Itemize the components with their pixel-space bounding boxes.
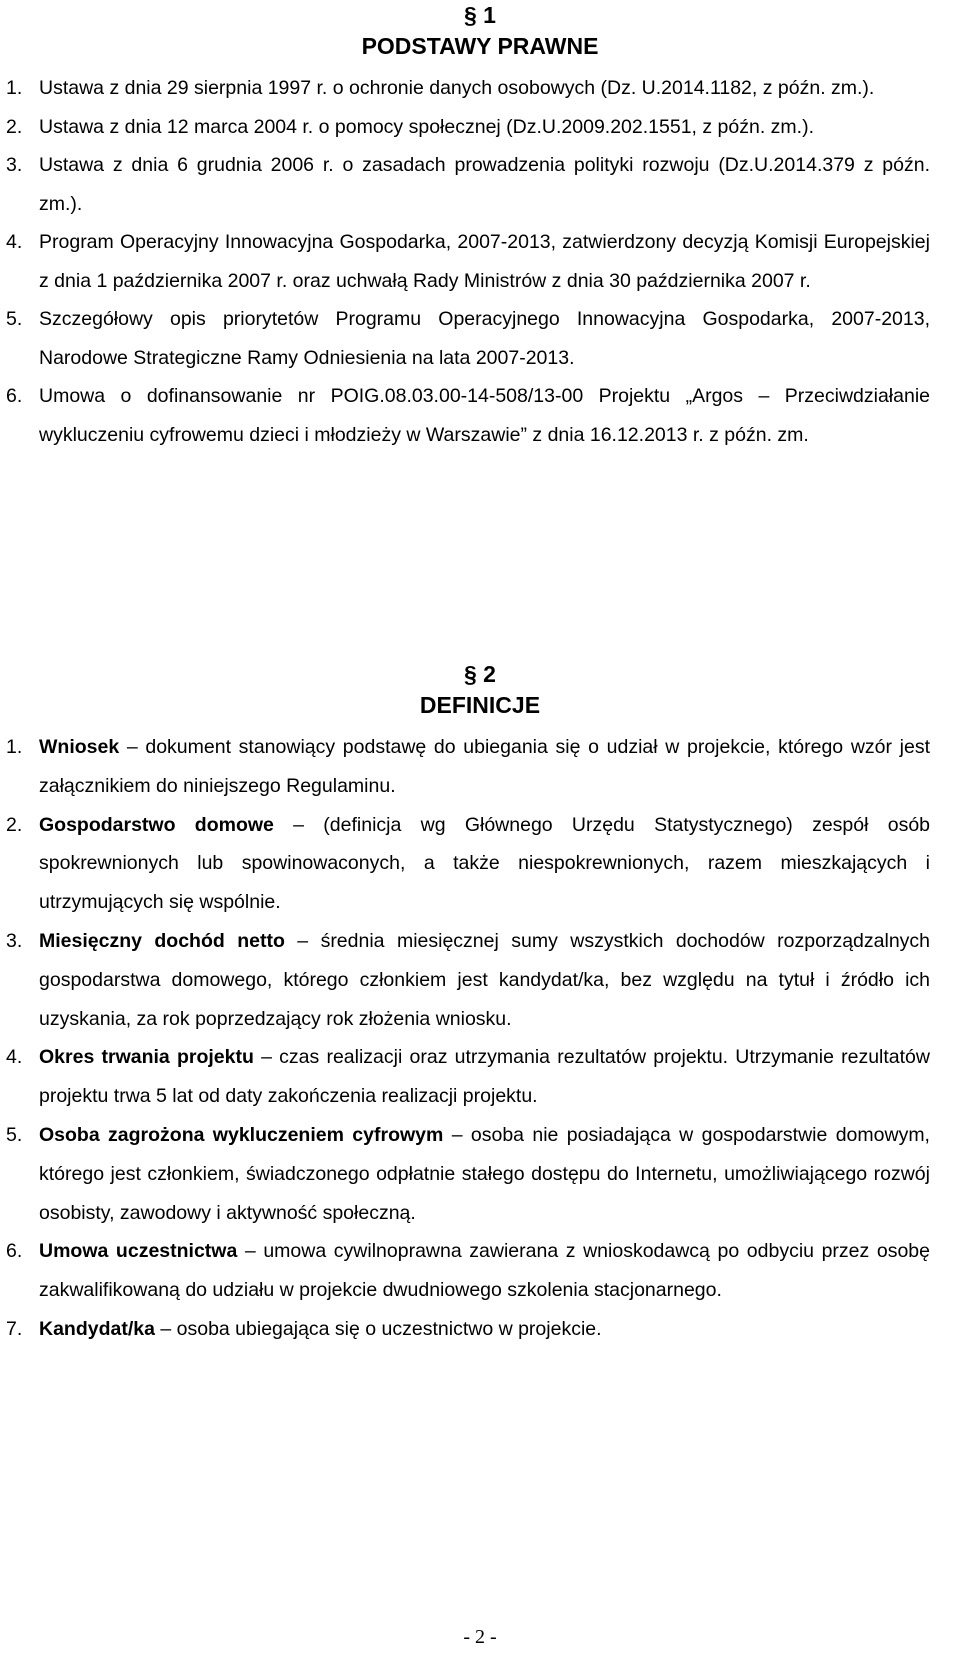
list-item [0, 146, 960, 223]
definition-text: – umowa cywilnoprawna zawierana z wnioskodawcą po odbyciu przez osobę zakwalifikowaną do udziału w projekcie dwudniowego szkolenia stacjonarnego. [39, 1240, 930, 1302]
definition-text: – czas realizacji oraz utrzymania rezultatów projektu. Utrzymanie rezultatów projektu trwa 5 lat od daty zakończenia realizacji projektu. [39, 1046, 930, 1108]
item-number: 1. [6, 736, 23, 758]
list-item [0, 806, 960, 922]
item-number: 3. [6, 929, 23, 952]
item-text: Szczegółowy opis priorytetów Programu Operacyjnego Innowacyjna Gospodarka, 2007-2013, Narodowe Strategiczne Ramy Odniesienia na lata 2007-2013. [39, 308, 930, 369]
list-item [0, 1038, 960, 1116]
definition-text: – osoba nie posiadająca w gospodarstwie domowym, którego jest członkiem, świadczonego odpłatnie stałego dostępu do Internetu, umożliwiającego rozwój osobisty, zawodowy i aktywność społeczną. [39, 1123, 930, 1224]
list-item [0, 922, 960, 1038]
section-2-header [0, 659, 960, 721]
list-item [0, 728, 960, 806]
list-item [0, 300, 960, 377]
section-1-header [0, 0, 960, 62]
section-2-heading: DEFINICJE [419, 692, 541, 718]
item-number: 6. [6, 1240, 23, 1263]
section-2-sign: § 2 [464, 661, 496, 687]
list-item [0, 69, 960, 108]
list-item [0, 1310, 960, 1349]
page-number: - 2 - [463, 1626, 497, 1648]
item-number: 5. [6, 1123, 23, 1146]
section-1-sign: § 1 [464, 2, 496, 28]
definition-text: – osoba ubiegająca się o uczestnictwo w projekcie. [154, 1317, 602, 1340]
item-number: 5. [6, 308, 23, 330]
item-text: Program Operacyjny Innowacyjna Gospodarka, 2007-2013, zatwierdzony decyzją Komisji Europejskiej z dnia 1 października 2007 r. oraz uchwałą Rady Ministrów z dnia 30 października 2007 r. [39, 231, 930, 292]
definition-term: Gospodarstwo domowe [39, 813, 274, 836]
list-item [0, 223, 960, 300]
item-text: Umowa o dofinansowanie nr POIG.08.03.00-14-508/13-00 Projektu „Argos – Przeciwdziałanie wykluczeniu cyfrowemu dzieci i młodzieży w Warszawie” z dnia 16.12.2013 r. z późn. zm. [39, 385, 930, 446]
definition-term: Miesięczny dochód netto [39, 929, 285, 952]
item-text: Ustawa z dnia 6 grudnia 2006 r. o zasadach prowadzenia polityki rozwoju (Dz.U.2014.379 z późn. zm.). [39, 154, 930, 215]
legal-basis-list [0, 69, 960, 454]
item-text: Ustawa z dnia 29 sierpnia 1997 r. o ochronie danych osobowych (Dz. U.2014.1182, z późn. zm.). [39, 77, 875, 99]
item-text: Ustawa z dnia 12 marca 2004 r. o pomocy społecznej (Dz.U.2009.202.1551, z późn. zm.). [39, 115, 814, 138]
item-number: 2. [6, 115, 23, 138]
definition-term: Kandydat/ka [39, 1317, 155, 1340]
list-item [0, 377, 960, 454]
item-number: 4. [6, 231, 23, 253]
section-1-heading: PODSTAWY PRAWNE [361, 33, 599, 59]
list-item [0, 1232, 960, 1310]
definition-term: Osoba zagrożona wykluczeniem cyfrowym [39, 1123, 444, 1146]
definition-term: Okres trwania projektu [39, 1046, 254, 1069]
item-number: 7. [6, 1317, 23, 1340]
definition-text: – średnia miesięcznej sumy wszystkich dochodów rozporządzalnych gospodarstwa domowego, którego członkiem jest kandydat/ka, bez względu na tytuł i źródło ich uzyskania, za rok poprzedzający rok złożenia wniosku. [39, 929, 931, 1030]
item-number: 2. [6, 813, 23, 836]
list-item [0, 108, 960, 147]
item-number: 3. [6, 154, 23, 176]
definition-term: Umowa uczestnictwa [39, 1240, 238, 1263]
definition-text: – dokument stanowiący podstawę do ubiegania się o udział w projekcie, którego wzór jest załącznikiem do niniejszego Regulaminu. [39, 736, 930, 797]
definition-term: Wniosek [39, 736, 120, 758]
list-item [0, 1116, 960, 1232]
definitions-list [0, 728, 960, 1349]
item-number: 4. [6, 1046, 23, 1069]
definition-text: – (definicja wg Głównego Urzędu Statystycznego) zespół osób spokrewnionych lub spowinowaconych, a także niespokrewnionych, razem mieszkających i utrzymujących się wspólnie. [39, 813, 931, 914]
item-number: 1. [6, 77, 23, 99]
item-number: 6. [6, 385, 23, 407]
